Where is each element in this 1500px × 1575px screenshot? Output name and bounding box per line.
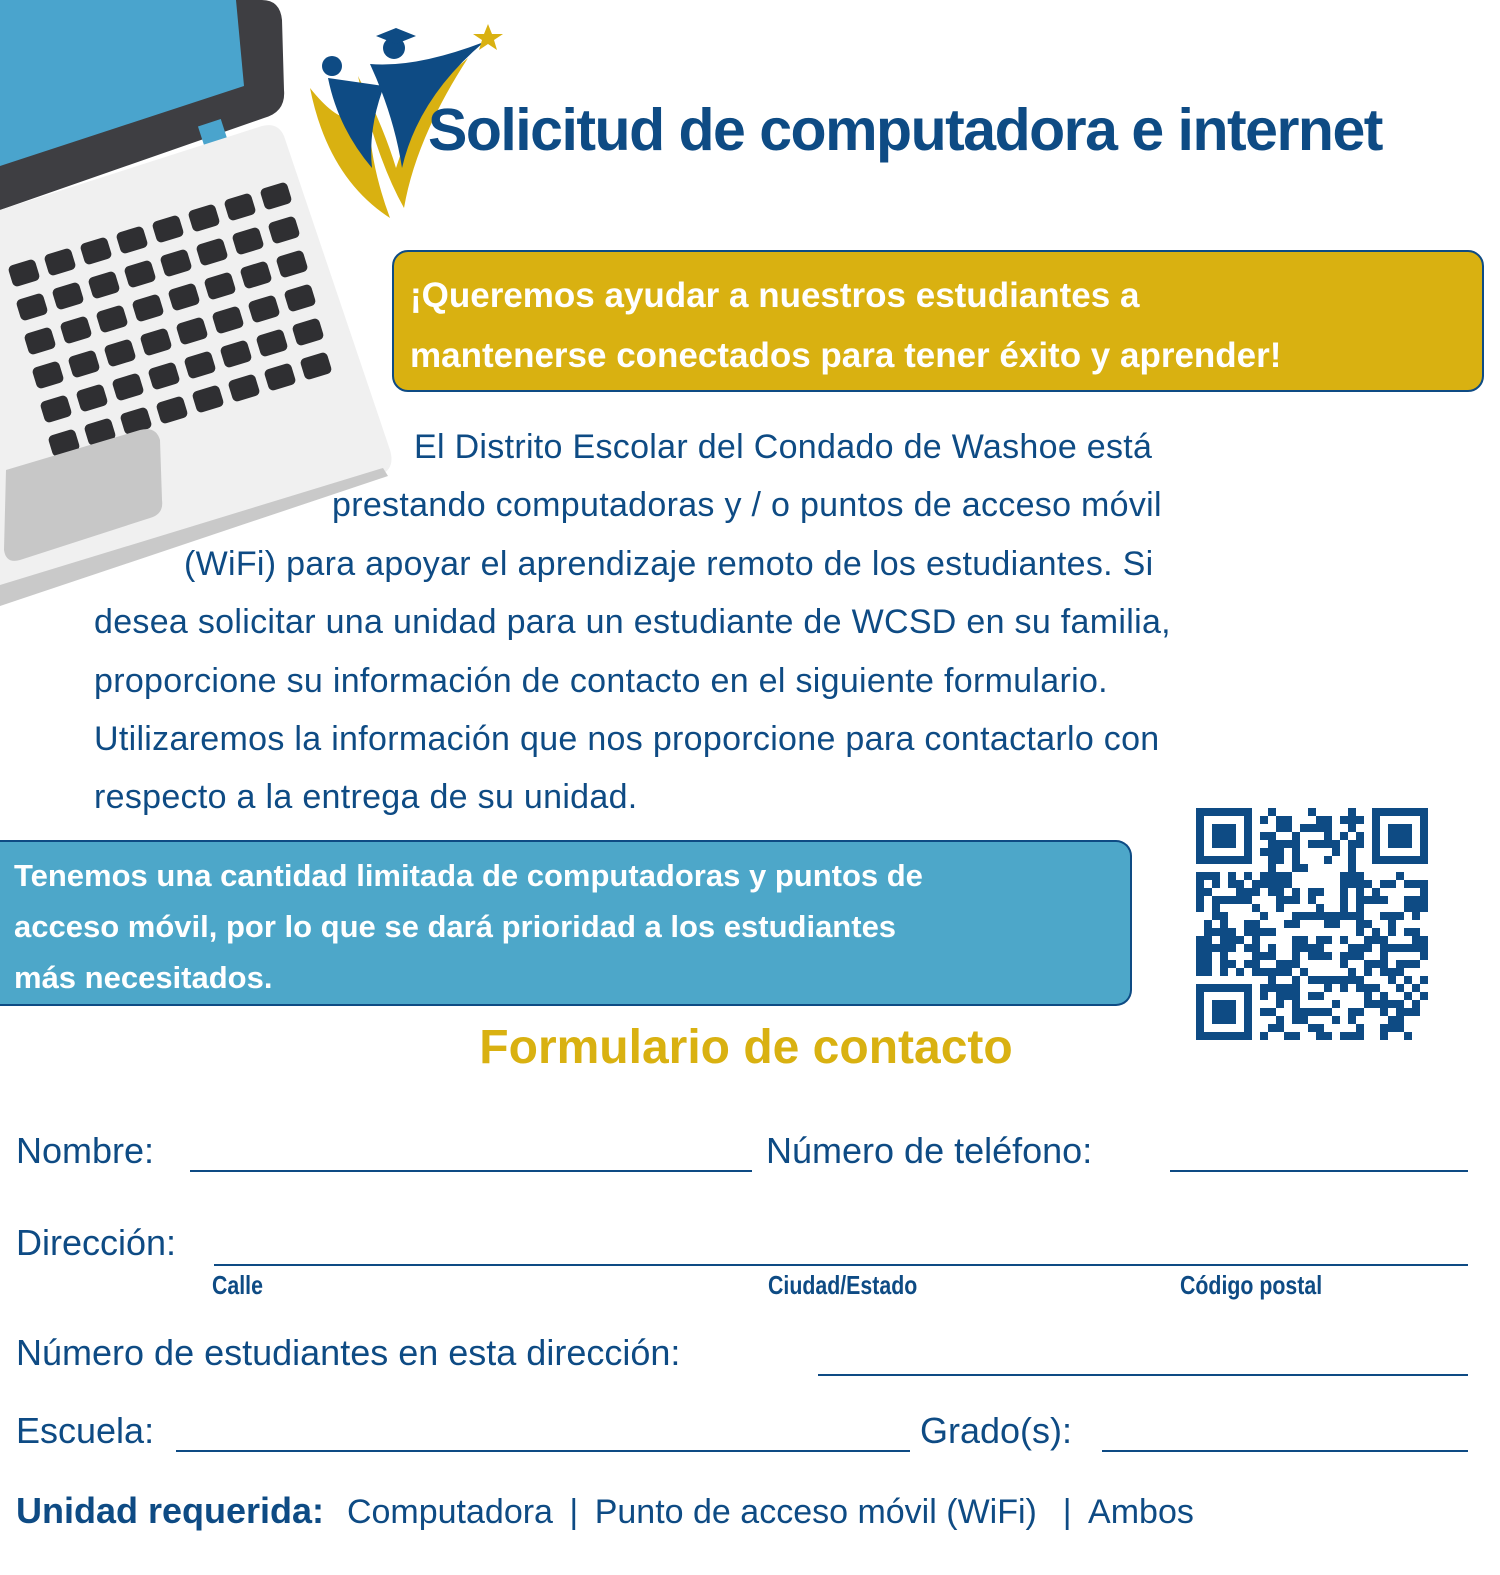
city-sublabel: Ciudad/Estado <box>768 1270 918 1300</box>
page-title: Solicitud de computadora e internet <box>428 97 1382 163</box>
grade-label: Grado(s): <box>920 1410 1073 1451</box>
zip-sublabel: Código postal <box>1180 1270 1323 1300</box>
students-label: Número de estudiantes en esta dirección: <box>16 1332 681 1373</box>
intro-line: (WiFi) para apoyar el aprendizaje remoto de los estudiantes. Si <box>184 545 1154 583</box>
school-label: Escuela: <box>16 1410 155 1451</box>
qr-code[interactable] <box>1196 808 1428 1040</box>
option-computer[interactable]: Computadora <box>346 1493 553 1531</box>
name-label: Nombre: <box>16 1130 155 1171</box>
intro-line: respecto a la entrega de su unidad. <box>94 778 638 816</box>
intro-line: prestando computadoras y / o puntos de acceso móvil <box>332 486 1162 524</box>
intro-line: desea solicitar una unidad para un estudiante de WCSD en su familia, <box>94 603 1171 641</box>
address-label: Dirección: <box>16 1222 177 1263</box>
intro-line: El Distrito Escolar del Condado de Washoe está <box>414 428 1153 466</box>
name-field[interactable] <box>190 1170 752 1172</box>
highlight-banner-text: ¡Queremos ayudar a nuestros estudiantes a mantenerse conectados para tener éxito y aprender! <box>410 276 1282 375</box>
students-field[interactable] <box>818 1374 1468 1376</box>
option-separator: | <box>569 1493 579 1531</box>
grade-field[interactable] <box>1102 1450 1468 1452</box>
form-title: Formulario de contacto <box>479 1021 1013 1074</box>
unit-required-row <box>16 1490 1194 1532</box>
option-hotspot[interactable]: Punto de acceso móvil (WiFi) <box>594 1493 1037 1531</box>
street-sublabel: Calle <box>212 1270 263 1300</box>
priority-banner-text: Tenemos una cantidad limitada de computadoras y puntos de acceso móvil, por lo que se dará prioridad a los estudiantes más necesitados. <box>14 858 923 995</box>
highlight-banner <box>392 250 1484 392</box>
school-field[interactable] <box>176 1450 910 1452</box>
phone-label: Número de teléfono: <box>766 1130 1093 1171</box>
priority-banner <box>0 840 1132 1006</box>
option-separator: | <box>1053 1493 1072 1531</box>
unit-label: Unidad requerida: <box>16 1490 325 1531</box>
option-both[interactable]: Ambos <box>1088 1493 1194 1531</box>
intro-line: proporcione su información de contacto en el siguiente formulario. <box>94 662 1108 700</box>
phone-field[interactable] <box>1170 1170 1468 1172</box>
address-field[interactable] <box>214 1264 1468 1266</box>
intro-line: Utilizaremos la información que nos proporcione para contactarlo con <box>94 720 1160 758</box>
